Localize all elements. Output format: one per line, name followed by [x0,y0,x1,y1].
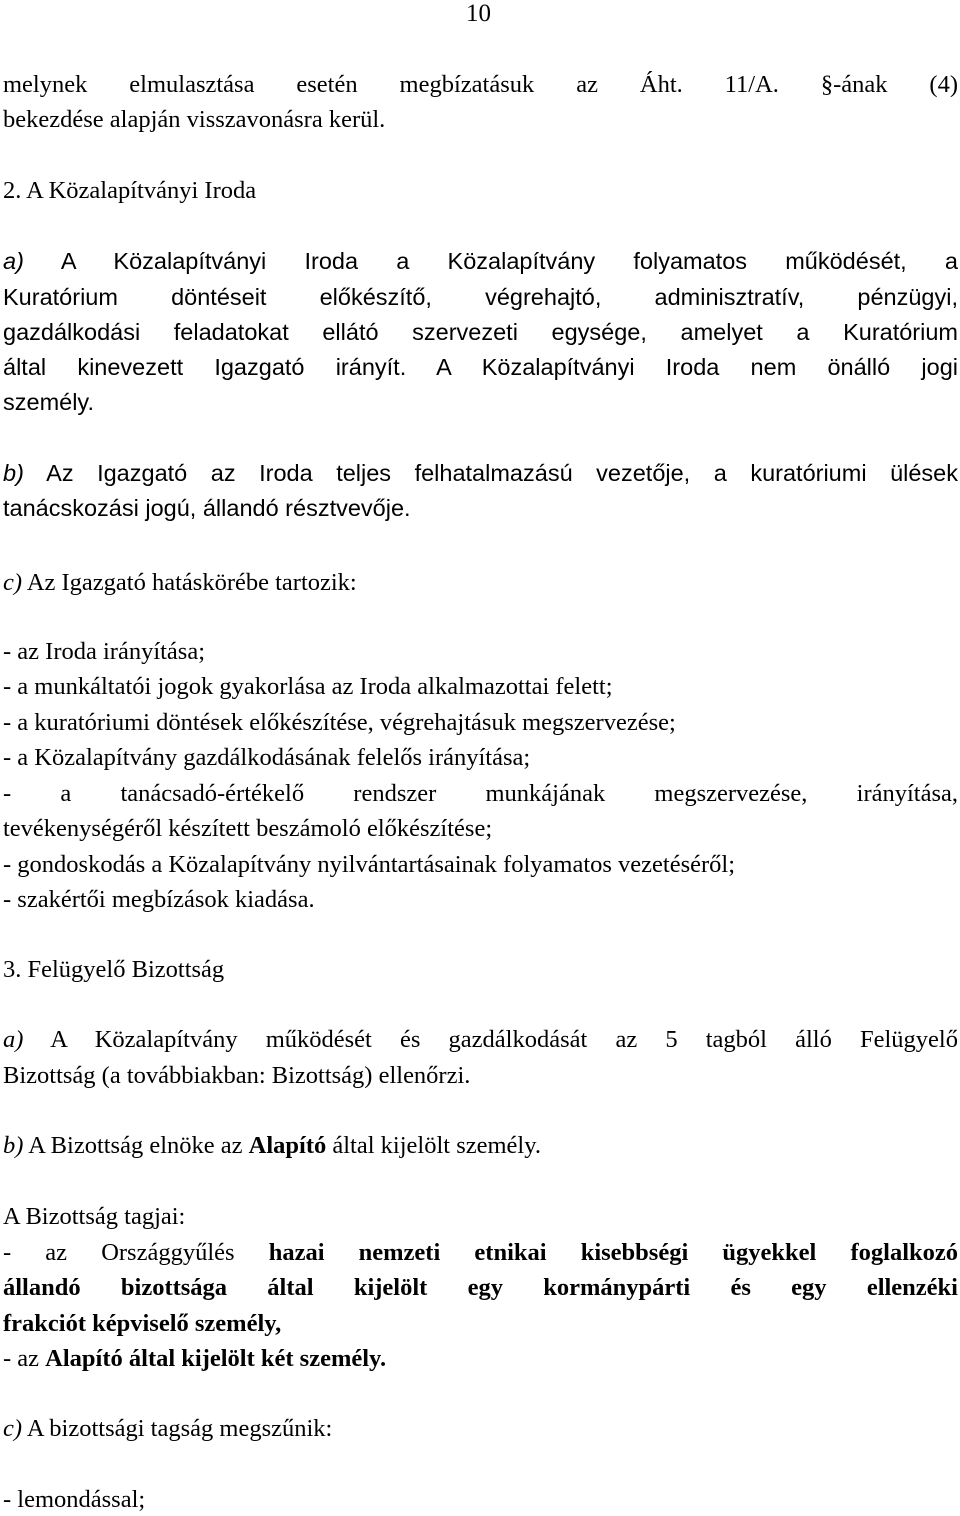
list-item: - a tanácsadó-értékelő rendszer munkájának megszervezése, irányítása, [3,780,958,807]
text-line [3,1414,958,1444]
item-marker: c) [3,1415,23,1442]
text-line: által kinevezett Igazgató irányít. A Közalapítványi Iroda nem önálló jogi [3,354,958,380]
list-item: - a munkáltatói jogok gyakorlása az Iroda alkalmazottai felett; [3,673,613,700]
list-item: - szakértői megbízások kiadása. [3,886,315,913]
item-marker: b) [3,460,24,486]
list-item: - a kuratóriumi döntések előkészítése, végrehajtásuk megszervezése; [3,709,676,736]
item-marker: a) [3,248,24,274]
page-number: 10 [466,0,491,27]
text-line: tanácskozási jogú, állandó résztvevője. [3,495,411,521]
list-item: - lemondással; [3,1486,146,1513]
list-item: - az Iroda irányítása; [3,638,206,665]
text-line [3,1131,958,1161]
line-text: Az Igazgató az Iroda teljes felhatalmazású vezetője, a kuratóriumi ülések [46,460,959,486]
line-text: A Bizottság elnöke az [28,1132,243,1159]
list-item: tevékenységéről készített beszámoló előkészítése; [3,815,493,842]
line-text: - az Országgyűlés [3,1239,235,1266]
text-line [3,1025,958,1055]
text-line: személy. [3,389,94,415]
line-text: Az Igazgató hatáskörébe tartozik: [26,569,357,596]
bold-text: Alapító [248,1132,327,1159]
section-heading: 3. Felügyelő Bizottság [3,956,225,983]
list-item [3,1238,958,1268]
item-marker: b) [3,1132,24,1159]
item-marker: a) [3,1026,24,1053]
bold-text: frakciót képviselő személy, [3,1310,282,1337]
line-text: - az [3,1345,40,1372]
text-line: bekezdése alapján visszavonásra kerül. [3,106,386,133]
text-line [3,246,958,276]
text-line: melynek elmulasztása esetén megbízatásuk az Áht. 11/A. §-ának (4) [3,71,958,98]
list-item: - gondoskodás a Közalapítvány nyilvántartásainak folyamatos vezetéséről; [3,851,736,878]
bold-text: állandó bizottsága által kijelölt egy kormánypárti és egy ellenzéki [3,1274,958,1301]
line-text: A Közalapítvány működését és gazdálkodását az 5 tagból álló Felügyelő [50,1026,958,1053]
text-line: Bizottság (a továbbiakban: Bizottság) ellenőrzi. [3,1062,471,1089]
text-line: Kuratórium döntéseit előkészítő, végrehajtó, adminisztratív, pénzügyi, [3,284,958,310]
text-line [3,568,958,598]
text-line [3,458,958,488]
item-marker: c) [3,569,23,596]
line-text: A bizottsági tagság megszűnik: [26,1415,333,1442]
text-line [3,1309,958,1339]
text-line: gazdálkodási feladatokat ellátó szervezeti egysége, amelyet a Kuratórium [3,319,958,345]
section-heading: 2. A Közalapítványi Iroda [3,177,257,204]
text-line: A Bizottság tagjai: [3,1203,186,1230]
list-item [3,1344,958,1374]
text-line [3,1273,958,1303]
line-text: által kijelölt személy. [332,1132,542,1159]
bold-text: hazai nemzeti etnikai kisebbségi ügyekkel foglalkozó [268,1239,959,1266]
line-text: A Közalapítványi Iroda a Közalapítvány folyamatos működését, a [60,248,958,274]
list-item: - a Közalapítvány gazdálkodásának felelős irányítása; [3,744,531,771]
bold-text: Alapító által kijelölt két személy. [45,1345,387,1372]
